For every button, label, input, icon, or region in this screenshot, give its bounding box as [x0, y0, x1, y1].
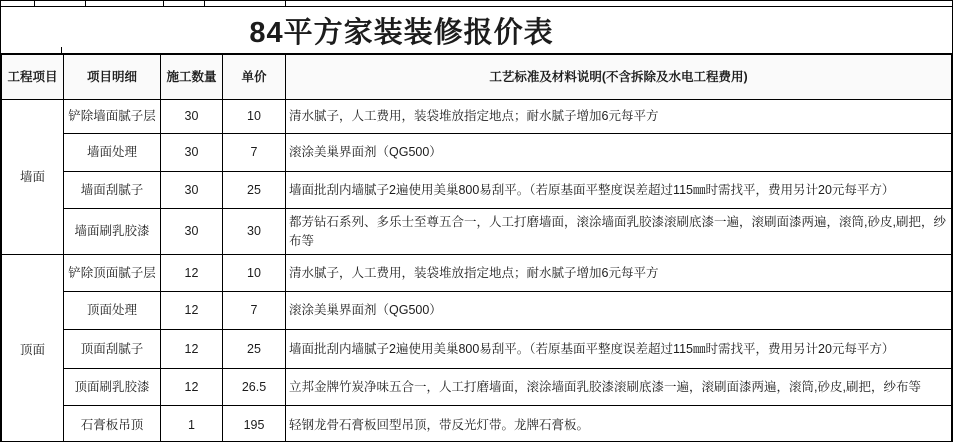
cell-unit-price: 7	[223, 292, 286, 330]
cell-detail: 铲除墙面腻子层	[64, 100, 161, 134]
cell-quantity: 1	[161, 406, 223, 442]
column-divider-tick	[204, 1, 205, 6]
table-row	[2, 134, 952, 172]
col-header-spec: 工艺标准及材料说明(不含拆除及水电工程费用)	[286, 55, 952, 100]
table-row	[2, 172, 952, 209]
cell-detail: 墙面刷乳胶漆	[64, 209, 161, 255]
cutoff-row-strip	[1, 1, 952, 7]
col-header-detail: 项目明细	[64, 55, 161, 100]
cell-spec: 滚涂美巢界面剂（QG500）	[286, 292, 952, 330]
cell-quantity: 12	[161, 369, 223, 406]
column-divider-tick	[163, 1, 164, 6]
col-header-unit-price: 单价	[223, 55, 286, 100]
cell-unit-price: 26.5	[223, 369, 286, 406]
cell-detail: 铲除顶面腻子层	[64, 255, 161, 292]
cell-unit-price: 195	[223, 406, 286, 442]
cell-quantity: 12	[161, 330, 223, 369]
cell-quantity: 30	[161, 172, 223, 209]
cell-spec: 墙面批刮内墙腻子2遍使用美巢800易刮平。（若原基面平整度误差超过115㎜时需找平，费用另计20元每平方）	[286, 172, 952, 209]
table-row	[2, 255, 952, 292]
cell-spec: 都芳钻石系列、多乐士至尊五合一，人工打磨墙面，滚涂墙面乳胶漆滚刷底漆一遍，滚刷面漆两遍，滚筒,砂皮,刷把，纱布等	[286, 209, 952, 255]
table-header	[2, 55, 952, 100]
cell-unit-price: 10	[223, 100, 286, 134]
cell-quantity: 12	[161, 292, 223, 330]
page-title: 84平方家装装修报价表	[249, 16, 554, 49]
cell-quantity: 12	[161, 255, 223, 292]
cell-detail: 墙面处理	[64, 134, 161, 172]
cell-detail: 墙面刮腻子	[64, 172, 161, 209]
cell-spec: 清水腻子，人工费用，装袋堆放指定地点；耐水腻子增加6元每平方	[286, 100, 952, 134]
col-header-project: 工程项目	[2, 55, 64, 100]
quote-table-body	[2, 100, 952, 442]
stray-divider-tick	[61, 47, 62, 54]
col-header-quantity: 施工数量	[161, 55, 223, 100]
column-divider-tick	[285, 1, 286, 6]
cell-spec: 滚涂美巢界面剂（QG500）	[286, 134, 952, 172]
cell-detail: 顶面刷乳胶漆	[64, 369, 161, 406]
column-divider-tick	[34, 1, 35, 6]
cell-spec: 轻钢龙骨石膏板回型吊顶，带反光灯带。龙牌石膏板。	[286, 406, 952, 442]
cell-quantity: 30	[161, 134, 223, 172]
cell-spec: 立邦金牌竹炭净味五合一，人工打磨墙面，滚涂墙面乳胶漆滚刷底漆一遍，滚刷面漆两遍，滚筒,砂皮,刷把，纱布等	[286, 369, 952, 406]
cell-quantity: 30	[161, 100, 223, 134]
cell-detail: 顶面刮腻子	[64, 330, 161, 369]
header-row	[2, 55, 952, 100]
column-divider-tick	[85, 1, 86, 6]
cell-spec: 墙面批刮内墙腻子2遍使用美巢800易刮平。（若原基面平整度误差超过115㎜时需找平，费用另计20元每平方）	[286, 330, 952, 369]
title-row	[1, 7, 952, 54]
table-row	[2, 369, 952, 406]
table-row	[2, 209, 952, 255]
cell-detail: 顶面处理	[64, 292, 161, 330]
quotation-table	[1, 54, 952, 442]
cell-project-group: 顶面	[2, 255, 64, 442]
cell-unit-price: 30	[223, 209, 286, 255]
cell-unit-price: 10	[223, 255, 286, 292]
cell-unit-price: 25	[223, 172, 286, 209]
table-row	[2, 330, 952, 369]
table-row	[2, 100, 952, 134]
cell-quantity: 30	[161, 209, 223, 255]
cell-unit-price: 25	[223, 330, 286, 369]
cell-spec: 清水腻子，人工费用，装袋堆放指定地点；耐水腻子增加6元每平方	[286, 255, 952, 292]
table-row	[2, 406, 952, 442]
table-row	[2, 292, 952, 330]
cell-detail: 石膏板吊顶	[64, 406, 161, 442]
cell-project-group: 墙面	[2, 100, 64, 255]
cell-unit-price: 7	[223, 134, 286, 172]
